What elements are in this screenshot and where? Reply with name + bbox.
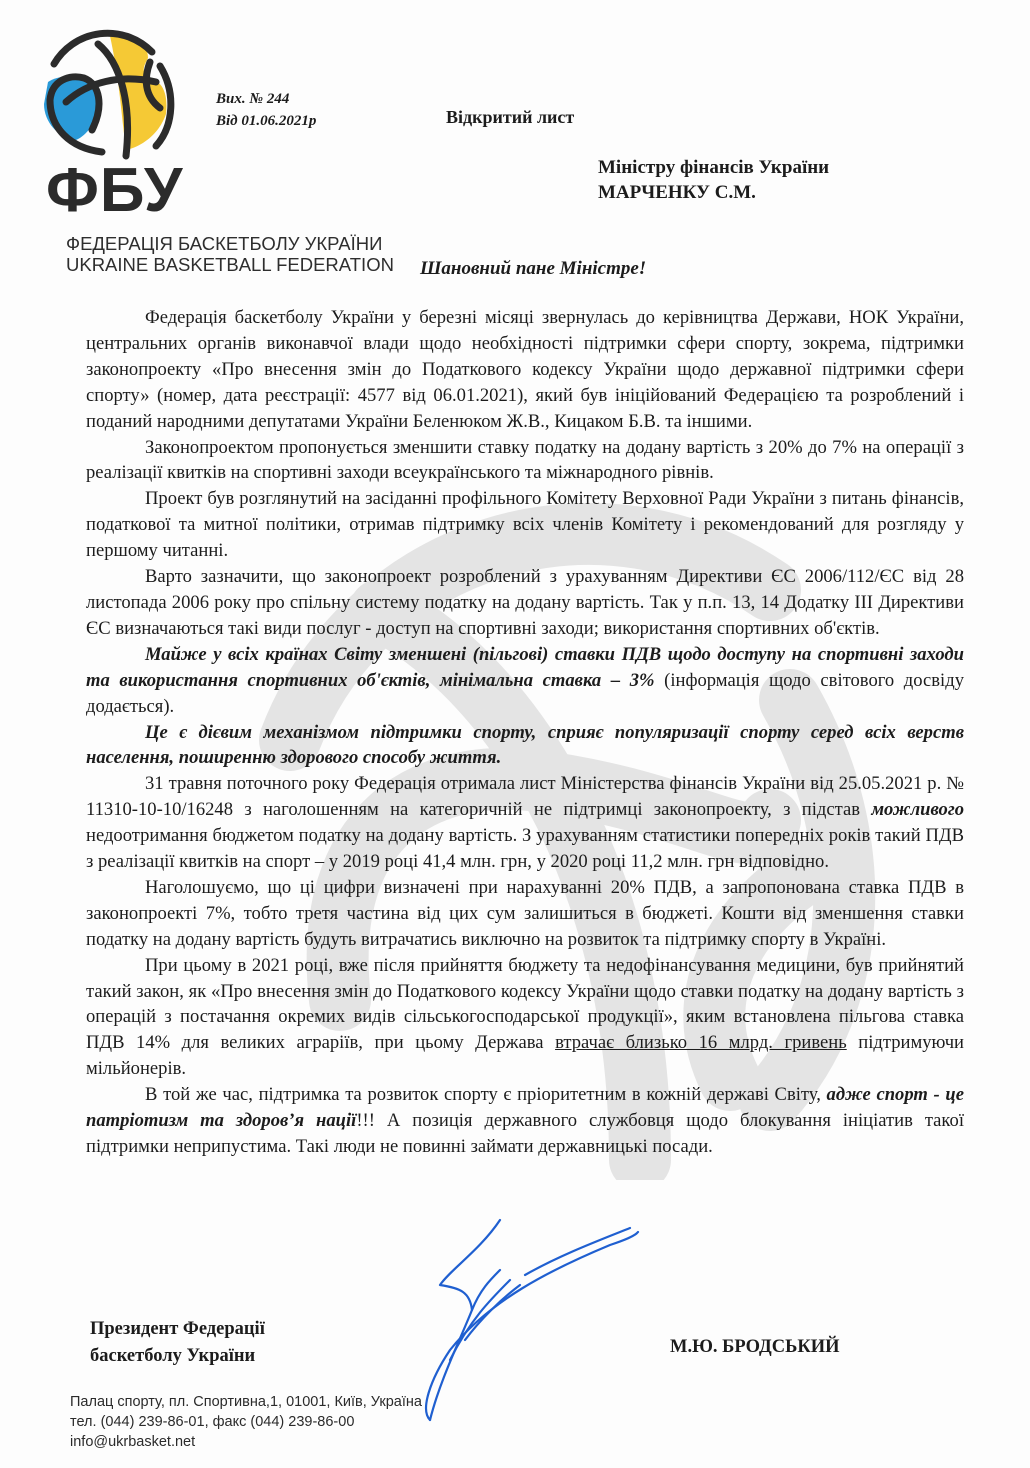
outgoing-date: Від 01.06.2021р bbox=[216, 113, 317, 129]
paragraph-9-underlined: втрачає близько 16 млрд. гривень bbox=[555, 1032, 847, 1054]
address: Палац спорту, пл. Спортивна,1, 01001, Київ, Україна bbox=[70, 1394, 422, 1410]
addressee-title: Міністру фінансів України bbox=[598, 157, 830, 178]
paragraph-6-emphasis: Це є дієвим механізмом підтримки спорту, сприяє популяризації спорту серед всіх верств населення, поширенню здорового способу життя. bbox=[86, 721, 964, 769]
paragraph-7-emphasis: можливого bbox=[871, 799, 964, 821]
signer-title-line-1: Президент Федерації bbox=[90, 1319, 265, 1339]
addressee bbox=[598, 155, 829, 205]
handwritten-signature-icon bbox=[410, 1200, 640, 1430]
signer-name: М.Ю. БРОДСЬКИЙ bbox=[670, 1337, 840, 1357]
organization-name-en: UKRAINE BASKETBALL FEDERATION bbox=[66, 254, 394, 275]
logo-abbreviation: ФБУ bbox=[46, 156, 184, 225]
letter-heading: Відкритий лист bbox=[446, 107, 575, 127]
signer-title bbox=[90, 1316, 265, 1370]
contact-info bbox=[70, 1392, 422, 1452]
phone-fax: тел. (044) 239-86-01, факс (044) 239-86-00 bbox=[70, 1414, 355, 1430]
paragraph-7-part-b: недоотримання бюджетом податку на додану вартість. З урахуванням статистики попередніх років такий ПДВ з реалізації квитків на спорт – у 2019 році 41,4 млн. грн, у 2020 році 11,2 млн. грн відповідно. bbox=[86, 825, 964, 873]
organization-name-ua: ФЕДЕРАЦІЯ БАСКЕТБОЛУ УКРАЇНИ bbox=[66, 233, 383, 254]
outgoing-reference bbox=[216, 88, 316, 132]
letter-body bbox=[86, 305, 964, 1160]
paragraph-8: Наголошуємо, що ці цифри визначені при нарахуванні 20% ПДВ, а запропонована ставка ПДВ в законопроекті 7%, тобто третя частина від цих сум залишиться в бюджеті. Кошти від зменшення ставки податку на додану вартість будуть витрачатись виключно на розвиток та підтримку спорту в Україні. bbox=[86, 876, 964, 950]
paragraph-10-part-b: !!! А позиція державного службовця щодо блокування ініціатив такої підтримки неприпустима. Такі люди не повинні займати державницькі посади. bbox=[86, 1110, 964, 1157]
paragraph-4: Варто зазначити, що законопроект розроблений з урахуванням Директиви ЄС 2006/112/ЄС від 28 листопада 2006 року про спільну систему податку на додану вартість. Так у п.п. 13, 14 Додатку ІІІ Директиви ЄС визначаються такі види послуг - доступ на спортивні заходи; використання спортивних об'єктів. bbox=[86, 566, 964, 639]
paragraph-9 bbox=[86, 953, 964, 1083]
organization-name bbox=[66, 233, 394, 275]
paragraph-1: Федерація баскетболу України у березні місяці звернулась до керівництва Держави, НОК України, центральних органів виконавчої влади щодо необхідності підтримки сфери спорту, зокрема, підтримки законопроекту «Про внесення змін до Податкового кодексу України щодо державної підтримки сфери спорту» (номер, дата реєстрації: 4577 від 06.01.2021), який був ініційований Федерацією та розроблений і поданий народними депутатами України Беленюком Ж.В., Кицаком Б.В. та іншими. bbox=[86, 307, 964, 432]
outgoing-number: Вих. № 244 bbox=[216, 91, 290, 107]
paragraph-7-part-a: 31 травня поточного року Федерація отримала лист Міністерства фінансів України від 25.05.2021 р. № 11310-10-10/16248 з наголошенням на категоричній не підтримці законопроекту, з підстав bbox=[86, 773, 964, 821]
paragraph-9-part-b: підтримуючи мільйонерів. bbox=[86, 1032, 964, 1080]
paragraph-3: Проект був розглянутий на засіданні профільного Комітету Верховної Ради України з питань фінансів, податкової та митної політики, отримав підтримку всіх членів Комітету і рекомендований для розгляду у першому читанні. bbox=[86, 488, 964, 562]
signer-title-line-2: баскетболу України bbox=[90, 1346, 256, 1366]
addressee-name: МАРЧЕНКУ С.М. bbox=[598, 182, 756, 203]
paragraph-10-part-a: В той же час, підтримка та розвиток спорту є пріоритетним в кожній державі Світу, bbox=[145, 1084, 827, 1106]
paragraph-5-rest: (інформація щодо світового досвіду додається). bbox=[86, 669, 964, 717]
paragraph-10-emphasis: адже спорт - це патріотизм та здоров’я нації bbox=[86, 1084, 964, 1132]
paragraph-6 bbox=[86, 720, 964, 772]
paragraph-9-part-a: При цьому в 2021 році, вже після прийняття бюджету та недофінансування медицини, був прийнятий такий закон, як «Про внесення змін до Податкового кодексу України щодо ставки податку на додану вартість з операцій з постачання окремих видів сільськогосподарської продукції», яким встановлена пільгова ставка ПДВ 14% для великих аграріїв, при цьому Держава bbox=[86, 954, 964, 1054]
paragraph-5-emphasis: Майже у всіх країнах Світу зменшені (пільгові) ставки ПДВ щодо доступу на спортивні заходи та використання спортивних об'єктів, мінімальна ставка – 3% bbox=[86, 643, 964, 691]
paragraph-5 bbox=[86, 642, 964, 720]
paragraph-7 bbox=[86, 771, 964, 875]
paragraph-10 bbox=[86, 1082, 964, 1160]
fbu-logo-icon bbox=[40, 22, 180, 162]
email: info@ukrbasket.net bbox=[70, 1434, 196, 1450]
paragraph-2: Законопроектом пропонується зменшити ставку податку на додану вартість з 20% до 7% на операції з реалізації квитків на спортивні заходи всеукраїнського та міжнародного рівнів. bbox=[86, 436, 964, 484]
salutation: Шановний пане Міністре! bbox=[420, 258, 647, 279]
